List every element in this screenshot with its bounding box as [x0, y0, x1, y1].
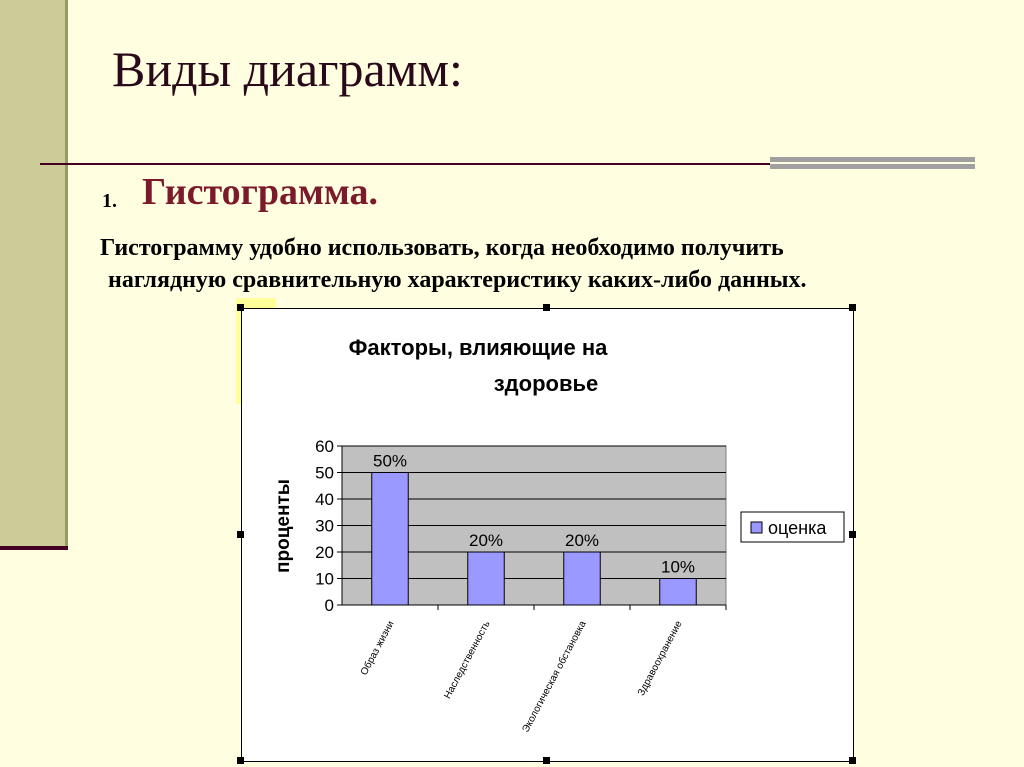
- legend-swatch: [751, 522, 762, 533]
- slide-subtitle: Гистограмма.: [142, 171, 379, 213]
- chart-title-line-2: здоровье: [493, 371, 599, 396]
- data-label: 20%: [564, 531, 600, 550]
- list-number: 1.: [102, 190, 117, 212]
- x-tick-label: Здравоохранение: [635, 619, 685, 698]
- chart: [241, 308, 852, 760]
- header-rule-accent: [770, 157, 975, 169]
- y-tick-label: 50: [315, 463, 334, 483]
- bar: [564, 552, 600, 605]
- y-tick-label: 60: [315, 437, 334, 456]
- description-line-1: Гистограмму удобно использовать, когда необходимо получить: [100, 235, 784, 261]
- legend-entry: оценка: [768, 518, 827, 538]
- chart-title-line-1: Факторы, влияющие на: [348, 335, 608, 360]
- slide-title: Виды диаграмм:: [112, 41, 463, 97]
- description-line-2: наглядную сравнительную характеристику каких-либо данных.: [108, 267, 807, 293]
- x-tick-label: Наследственность: [442, 619, 493, 701]
- plot-area: [315, 437, 726, 734]
- bar: [372, 473, 408, 606]
- x-tick-label: Образ жизни: [358, 619, 397, 678]
- data-label: 10%: [660, 557, 696, 577]
- description-text: [100, 232, 980, 296]
- bar: [660, 579, 696, 606]
- y-axis-label: проценты: [273, 479, 294, 573]
- y-tick-label: 10: [315, 569, 334, 589]
- y-tick-label: 0: [324, 596, 334, 615]
- left-decor-rule: [0, 546, 68, 550]
- bar: [468, 552, 504, 605]
- y-tick-label: 30: [315, 516, 334, 536]
- legend: [741, 512, 844, 542]
- data-label: 20%: [468, 531, 504, 550]
- y-tick-label: 40: [315, 490, 334, 509]
- left-decor-band: [0, 0, 68, 548]
- data-label: 50%: [372, 451, 408, 471]
- y-tick-label: 20: [315, 543, 334, 562]
- x-tick-label: Экологическая обстановка: [520, 619, 589, 735]
